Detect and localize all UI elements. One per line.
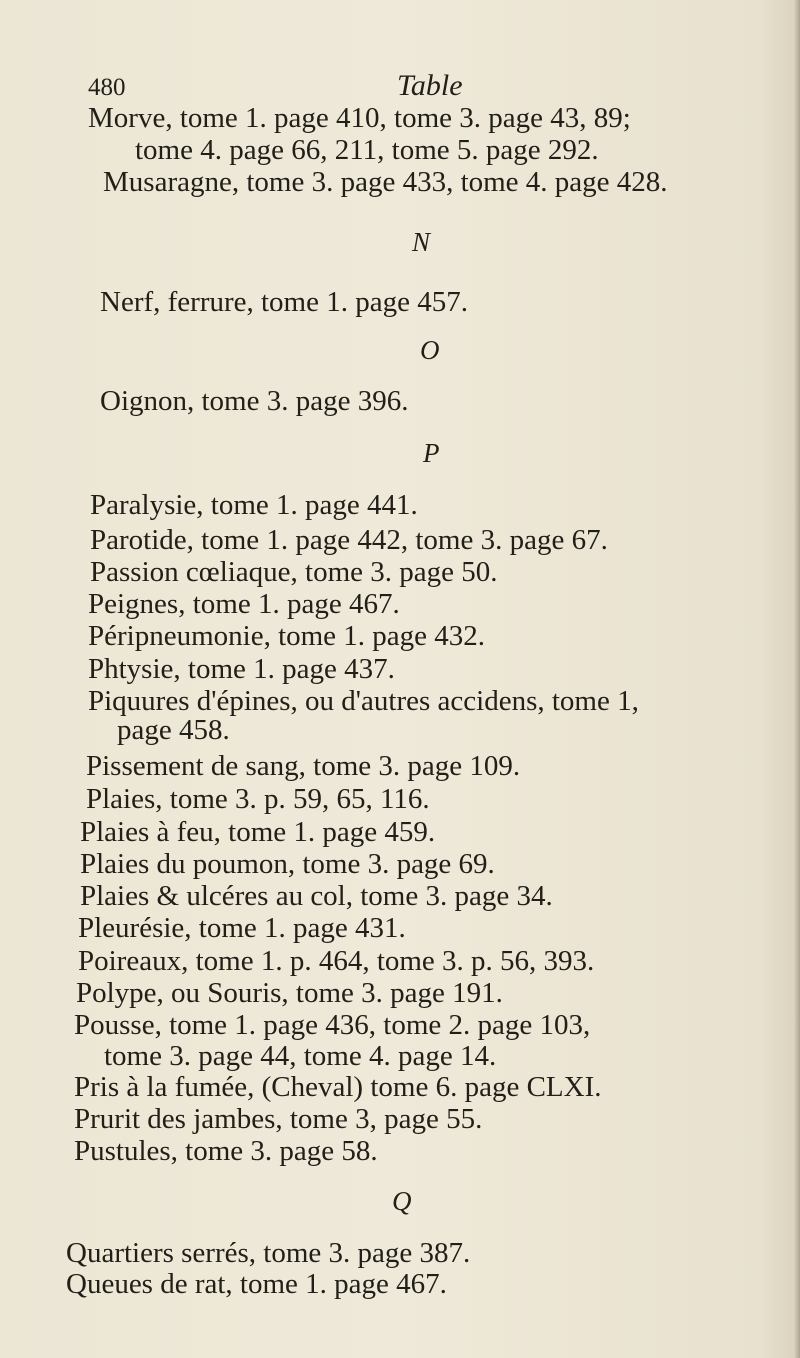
index-entry: Poireaux, tome 1. p. 464, tome 3. p. 56, 393. <box>78 945 595 977</box>
section-letter-p: P <box>423 438 440 468</box>
index-entry: Parotide, tome 1. page 442, tome 3. page 67. <box>90 524 608 556</box>
index-entry: Pustules, tome 3. page 58. <box>74 1135 378 1167</box>
page-title: Table <box>397 69 463 102</box>
index-entry: Pissement de sang, tome 3. page 109. <box>86 750 521 782</box>
index-entry: Peignes, tome 1. page 467. <box>88 588 400 620</box>
index-entry: Plaies à feu, tome 1. page 459. <box>80 816 436 848</box>
index-entry: Piquures d'épines, ou d'autres accidens, tome 1, <box>88 685 639 717</box>
index-entry: Pousse, tome 1. page 436, tome 2. page 103, <box>74 1009 591 1041</box>
section-letter-q: Q <box>392 1186 412 1216</box>
section-letter-n: N <box>412 227 431 257</box>
page-gutter-shadow <box>794 0 800 1358</box>
index-entry: Polype, ou Souris, tome 3. page 191. <box>76 977 503 1009</box>
page-number: 480 <box>88 74 126 101</box>
index-entry: Plaies & ulcéres au col, tome 3. page 34. <box>80 880 553 912</box>
index-entry: Quartiers serrés, tome 3. page 387. <box>66 1237 471 1269</box>
index-entry: Plaies, tome 3. p. 59, 65, 116. <box>86 783 430 815</box>
index-entry: Pleurésie, tome 1. page 431. <box>78 912 406 944</box>
index-entry: Queues de rat, tome 1. page 467. <box>66 1268 447 1300</box>
index-entry: Phtysie, tome 1. page 437. <box>88 653 395 685</box>
index-entry: Nerf, ferrure, tome 1. page 457. <box>100 286 468 318</box>
index-entry: Pris à la fumée, (Cheval) tome 6. page CLXI. <box>74 1071 602 1103</box>
index-entry: Oignon, tome 3. page 396. <box>100 385 409 417</box>
index-entry-continuation: page 458. <box>117 714 230 746</box>
index-entry-continuation: tome 3. page 44, tome 4. page 14. <box>104 1040 497 1072</box>
index-entry: Plaies du poumon, tome 3. page 69. <box>80 848 495 880</box>
index-entry: Musaragne, tome 3. page 433, tome 4. page 428. <box>103 166 668 198</box>
index-entry-continuation: tome 4. page 66, 211, tome 5. page 292. <box>135 134 599 166</box>
index-entry: Passion cœliaque, tome 3. page 50. <box>90 556 498 588</box>
section-letter-o: O <box>420 335 440 365</box>
index-entry: Paralysie, tome 1. page 441. <box>90 489 418 521</box>
index-entry: Prurit des jambes, tome 3, page 55. <box>74 1103 483 1135</box>
index-entry: Morve, tome 1. page 410, tome 3. page 43, 89; <box>88 102 631 134</box>
index-entry: Péripneumonie, tome 1. page 432. <box>88 620 486 652</box>
